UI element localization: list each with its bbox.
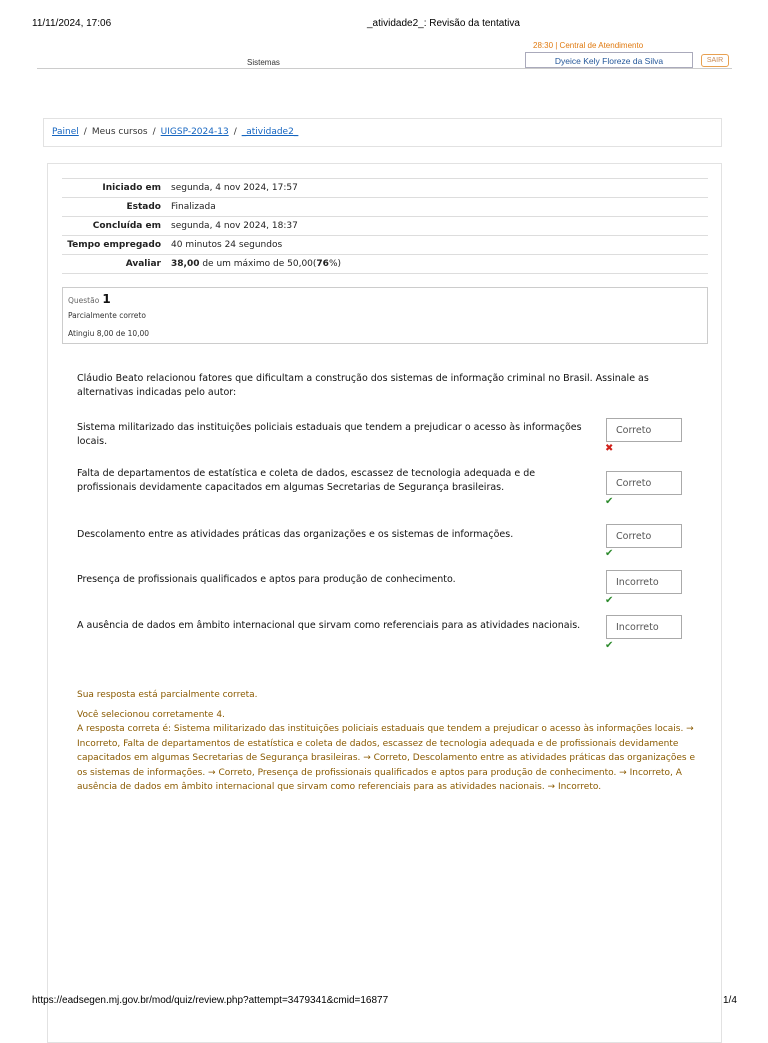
check-icon: ✔: [605, 496, 614, 507]
user-name[interactable]: Dyeice Kely Floreze da Silva: [525, 52, 693, 68]
question-state: Parcialmente correto: [68, 311, 146, 320]
summary-row-state: [62, 198, 708, 217]
grade-max-text: de um máximo de 50,00(: [199, 259, 317, 269]
question-number: 1: [102, 292, 111, 306]
answer-select-4[interactable]: Incorreto: [606, 570, 682, 594]
summary-label: Estado: [126, 202, 161, 212]
print-datetime: 11/11/2024, 17:06: [32, 18, 112, 29]
summary-value: segunda, 4 nov 2024, 18:37: [171, 221, 298, 231]
summary-row-time-taken: [62, 236, 708, 255]
feedback-selected: Você selecionou corretamente 4.: [77, 710, 225, 720]
breadcrumb-separator: /: [83, 127, 87, 137]
check-icon: ✔: [605, 595, 614, 606]
statement-3: Descolamento entre as atividades práticas das organizações e os sistemas de informações.: [77, 529, 514, 540]
logout-button[interactable]: SAIR: [701, 54, 729, 67]
summary-label: Iniciado em: [102, 183, 161, 193]
breadcrumb-meus-cursos: Meus cursos: [91, 127, 148, 137]
statement-2: Falta de departamentos de estatística e coleta de dados, escassez de tecnologia adequada e de profissionais devidamente capacitados em algumas Secretarias de Segurança brasileiras.: [77, 468, 536, 493]
summary-value: Finalizada: [171, 202, 216, 212]
question-info-box: [62, 287, 708, 344]
question-grade: Atingiu 8,00 de 10,00: [68, 329, 150, 338]
summary-value: 40 minutos 24 segundos: [171, 240, 283, 250]
grade-percent-suffix: %): [328, 259, 342, 269]
cross-icon: ✖: [605, 443, 614, 454]
attempt-summary-table: [62, 178, 708, 274]
breadcrumb: [52, 127, 298, 137]
grade-percent: 76: [316, 259, 329, 269]
statement-5: A ausência de dados em âmbito internacional que sirvam como referenciais para as atividades nacionais.: [77, 620, 581, 631]
breadcrumb-activity[interactable]: _atividade2_: [241, 127, 299, 137]
summary-row-completed: [62, 217, 708, 236]
grade-points: 38,00: [171, 259, 200, 269]
breadcrumb-painel[interactable]: Painel: [52, 127, 79, 137]
nav-sistemas[interactable]: Sistemas: [247, 58, 280, 67]
breadcrumb-separator: /: [233, 127, 237, 137]
print-doc-title: _atividade2_: Revisão da tentativa: [367, 18, 520, 29]
summary-label: Avaliar: [125, 259, 161, 269]
question-text: Cláudio Beato relacionou fatores que dificultam a construção dos sistemas de informação criminal no Brasil. Assinale as alternativas indicadas pelo autor:: [77, 373, 649, 398]
header-divider: [37, 68, 732, 69]
summary-row-started: [62, 179, 708, 198]
timer-text[interactable]: 28:30 | Central de Atendimento: [533, 41, 644, 50]
print-url: https://eadsegen.mj.gov.br/mod/quiz/review.php?attempt=3479341&cmid=16877: [32, 995, 389, 1006]
summary-row-grade: [62, 255, 708, 274]
print-page-number: 1/4: [723, 995, 737, 1006]
check-icon: ✔: [605, 548, 614, 559]
answer-select-1[interactable]: Correto: [606, 418, 682, 442]
statement-4: Presença de profissionais qualificados e aptos para produção de conhecimento.: [77, 574, 456, 585]
feedback-right-answer: A resposta correta é: Sistema militarizado das instituições policiais estaduais que tendem a prejudicar o acesso às informações locais. → Incorreto, Falta de departamentos de estatística e coleta de dados, escassez de tecnologia adequada e de profissionais devidamente capacitados em algumas Secretarias de Segurança brasileiras. → Correto, Descolamento entre as atividades práticas das organizações e os sistemas de informações. → Correto, Presença de profissionais qualificados e aptos para produção de conhecimento. → Incorreto, A ausência de dados em âmbito internacional que sirvam como referenciais para as atividades nacionais. → Incorreto.: [77, 724, 695, 792]
summary-label: Tempo empregado: [67, 240, 161, 250]
check-icon: ✔: [605, 640, 614, 651]
breadcrumb-course[interactable]: UIGSP-2024-13: [160, 127, 229, 137]
statement-1: Sistema militarizado das instituições policiais estaduais que tendem a prejudicar o acesso às informações locais.: [77, 422, 582, 447]
breadcrumb-separator: /: [152, 127, 156, 137]
summary-value: segunda, 4 nov 2024, 17:57: [171, 183, 298, 193]
answer-select-3[interactable]: Correto: [606, 524, 682, 548]
summary-value: [166, 255, 708, 274]
question-label-text: Questão: [68, 296, 100, 305]
summary-label: Concluída em: [92, 221, 161, 231]
answer-select-5[interactable]: Incorreto: [606, 615, 682, 639]
question-label: [68, 292, 111, 306]
answer-select-2[interactable]: Correto: [606, 471, 682, 495]
feedback-summary: Sua resposta está parcialmente correta.: [77, 690, 258, 700]
